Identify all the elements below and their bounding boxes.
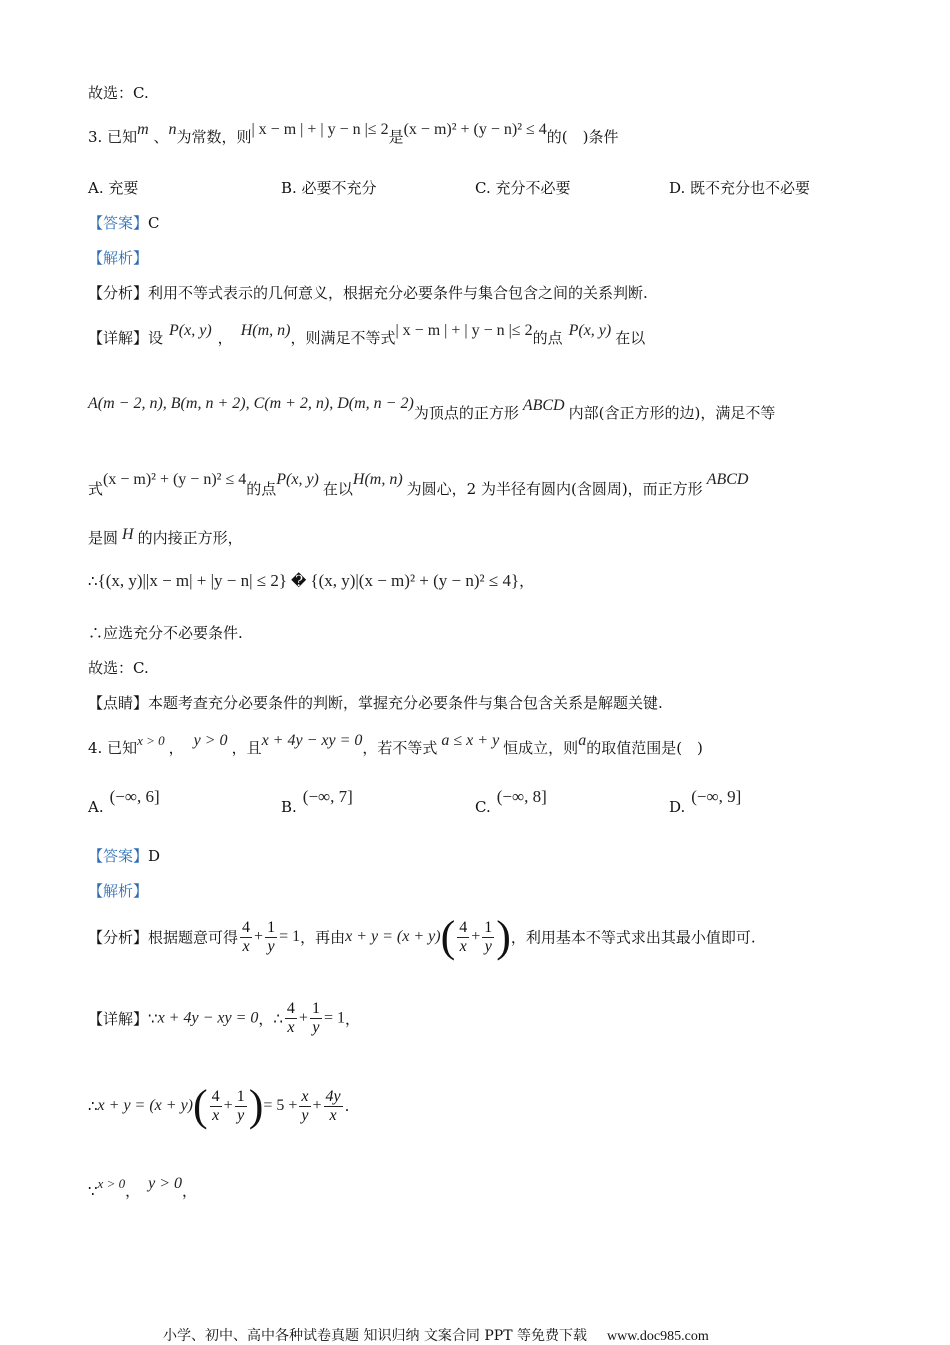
footer-url[interactable]: www.doc985.com bbox=[606, 1329, 709, 1344]
q3-option-b: B. 必要不充分 bbox=[281, 179, 377, 197]
q3-detail-line-5: ∴{(x, y)||x − m| + |y − n| ≤ 2} � {(x, y)|(x − m)² + (y − n)² ≤ 4}， bbox=[88, 571, 535, 590]
q4-option-a: A.(−∞, 6] bbox=[88, 787, 160, 816]
page-footer bbox=[163, 1325, 709, 1345]
q3-jiexi-label: 【解析】 bbox=[88, 249, 149, 267]
q4-jiexi-label: 【解析】 bbox=[88, 882, 149, 900]
q3-option-a: A. 充要 bbox=[88, 179, 139, 197]
q4-option-b: B.(−∞, 7] bbox=[281, 787, 353, 816]
footer-text: 小学、初中、高中各种试卷真题 知识归纳 文案合同 PPT 等免费下载 bbox=[163, 1328, 587, 1344]
q4-option-d: D.(−∞, 9] bbox=[669, 787, 742, 816]
previous-answer: 故选：C. bbox=[88, 84, 149, 102]
q3-detail-line-6: ∴应选充分不必要条件. bbox=[88, 624, 243, 642]
q4-analysis: 【分析】根据题意可得 $\frac{4}{x}$ + $\frac{1}{y}$ = 1，再由x + y = (x + y)( $\frac{4}{x}$ + $\frac{1}{y}$ )，利用基本不等式求出其最小值即可. bbox=[88, 912, 756, 961]
q3-detail-line-1: 【详解】设 P(x, y) ， H(m, n)，则满足不等式| x − m | + | y − n |≤ 2的点 P(x, y) 在以 bbox=[88, 322, 646, 347]
q3-answer: 【答案】C bbox=[88, 214, 160, 232]
question-4-stem: 4. 已知x > 0 ， y > 0 ，且x + 4y − xy = 0，若不等式 a ≤ x + y 恒成立，则a的取值范围是( ) bbox=[88, 732, 703, 757]
q4-detail-line-2: ∴x + y = (x + y)( $\frac{4}{x}$ + $\frac{1}{y}$ )= 5 + $\frac{x}{y}$ + $\frac{4y}{x}$ . bbox=[88, 1081, 350, 1130]
question-3-stem: 3. 已知m 、n为常数，则| x − m | + | y − n |≤ 2是(x − m)² + (y − n)² ≤ 4的( )条件 bbox=[88, 121, 619, 146]
q3-option-d: D. 既不充分也不必要 bbox=[669, 179, 811, 197]
q3-detail-line-7: 故选：C. bbox=[88, 659, 149, 677]
q3-detail-line-3: 式(x − m)² + (y − n)² ≤ 4的点P(x, y)在以H(m, n)为圆心，2 为半径有圆内(含圆周)，而正方形ABCD bbox=[88, 471, 749, 498]
q3-analysis: 【分析】利用不等式表示的几何意义，根据充分必要条件与集合包含之间的关系判断. bbox=[88, 284, 648, 302]
q3-detail-line-2: A(m − 2, n), B(m, n + 2), C(m + 2, n), D(m, n − 2)为顶点的正方形 ABCD 内部(含正方形的边)，满足不等 bbox=[88, 395, 776, 422]
q3-dianjing: 【点睛】本题考查充分必要条件的判断，掌握充分必要条件与集合包含关系是解题关键. bbox=[88, 694, 663, 712]
q4-option-c: C.(−∞, 8] bbox=[475, 787, 547, 816]
q4-detail-line-1: 【详解】∵x + 4y − xy = 0，∴ $\frac{4}{x}$ + $\frac{1}{y}$ = 1， bbox=[88, 1000, 360, 1036]
q3-option-c: C. 充分不必要 bbox=[475, 179, 571, 197]
q4-answer: 【答案】D bbox=[88, 847, 161, 865]
q3-detail-line-4: 是圆 H 的内接正方形， bbox=[88, 526, 243, 547]
q4-detail-line-3: ∵x > 0， y > 0， bbox=[88, 1175, 198, 1200]
